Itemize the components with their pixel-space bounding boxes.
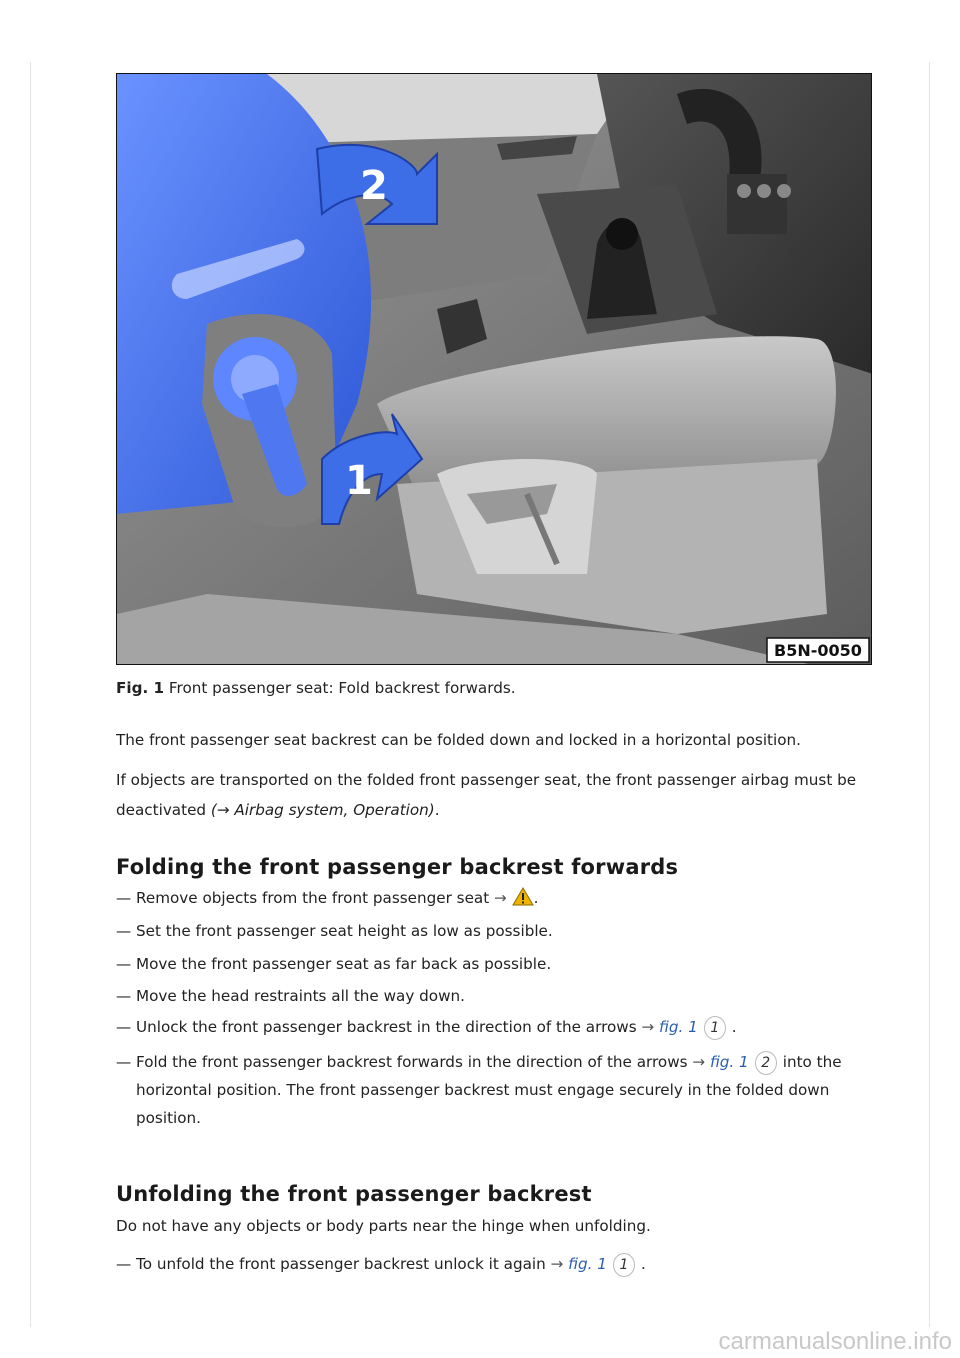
intro-p2-end: .	[434, 801, 440, 819]
reference-arrow-icon: →	[550, 1255, 564, 1273]
figure-reference-link[interactable]: fig. 1	[659, 1018, 698, 1036]
step-end: into the	[782, 1053, 842, 1071]
callout-number-badge: 1	[704, 1016, 726, 1040]
unfolding-intro: Do not have any objects or body parts near the hinge when unfolding.	[116, 1217, 651, 1235]
step-dash: —	[116, 987, 132, 1005]
step-fold-backrest	[116, 1048, 886, 1132]
seat-illustration	[116, 73, 872, 665]
step-text: Move the head restraints all the way down.	[136, 987, 465, 1005]
step-text: Fold the front passenger backrest forwards in the direction of the arrows	[136, 1053, 688, 1071]
step-seat-back	[116, 950, 886, 978]
section-heading-folding: Folding the front passenger backrest forwards	[116, 855, 679, 879]
step-text: Move the front passenger seat as far back as possible.	[136, 955, 552, 973]
step-text: Set the front passenger seat height as low as possible.	[136, 922, 553, 940]
step-text: To unfold the front passenger backrest unlock it again	[136, 1255, 546, 1273]
right-margin-line	[929, 62, 930, 1327]
figure-reference-link[interactable]: fig. 1	[568, 1255, 607, 1273]
step-dash: —	[116, 1255, 132, 1273]
step-continuation: horizontal position. The front passenger backrest must engage securely in the folded down	[136, 1081, 830, 1099]
caption-prefix: Fig. 1	[116, 679, 165, 697]
step-continuation: position.	[136, 1109, 201, 1127]
callout-number-badge: 1	[613, 1253, 635, 1277]
step-unlock-backrest	[116, 1013, 886, 1041]
step-head-restraints	[116, 982, 886, 1010]
step-end: .	[731, 1018, 737, 1036]
step-dash: —	[116, 1018, 132, 1036]
intro-p2-text: If objects are transported on the folded front passenger seat, the front passenger airbag must be deactivated	[116, 771, 857, 819]
step-text: Remove objects from the front passenger seat	[136, 889, 490, 907]
intro-paragraph-1: The front passenger seat backrest can be folded down and locked in a horizontal position.	[116, 731, 801, 749]
reference-arrow-icon: →	[692, 1053, 706, 1071]
step-dash: —	[116, 1053, 132, 1071]
step-text: Unlock the front passenger backrest in the direction of the arrows	[136, 1018, 637, 1036]
caption-text: Front passenger seat: Fold backrest forwards.	[168, 679, 516, 697]
step-end: .	[533, 889, 539, 907]
warning-triangle-icon[interactable]	[512, 887, 534, 906]
reference-arrow-icon: →	[641, 1018, 655, 1036]
step-dash: —	[116, 889, 132, 907]
intro-paragraph-2	[116, 765, 886, 825]
arrow-1-label: 1	[345, 458, 373, 504]
figure-reference-link[interactable]: fig. 1	[709, 1053, 749, 1071]
left-margin-line	[30, 62, 31, 1327]
callout-number-badge: 2	[755, 1051, 777, 1075]
arrow-2-label: 2	[360, 163, 388, 209]
watermark-text: carmanualsonline.info	[718, 1328, 952, 1355]
step-end: .	[640, 1255, 646, 1273]
reference-arrow-icon: →	[494, 889, 507, 907]
step-remove-objects	[116, 884, 886, 912]
step-seat-height	[116, 917, 886, 945]
figure-caption	[116, 677, 886, 699]
step-dash: —	[116, 922, 132, 940]
section-heading-unfolding: Unfolding the front passenger backrest	[116, 1182, 592, 1206]
step-dash: —	[116, 955, 132, 973]
airbag-system-reference[interactable]: (→ Airbag system, Operation)	[210, 801, 435, 819]
step-unfold-unlock	[116, 1250, 886, 1278]
figure-code-badge: B5N-0050	[774, 641, 862, 660]
